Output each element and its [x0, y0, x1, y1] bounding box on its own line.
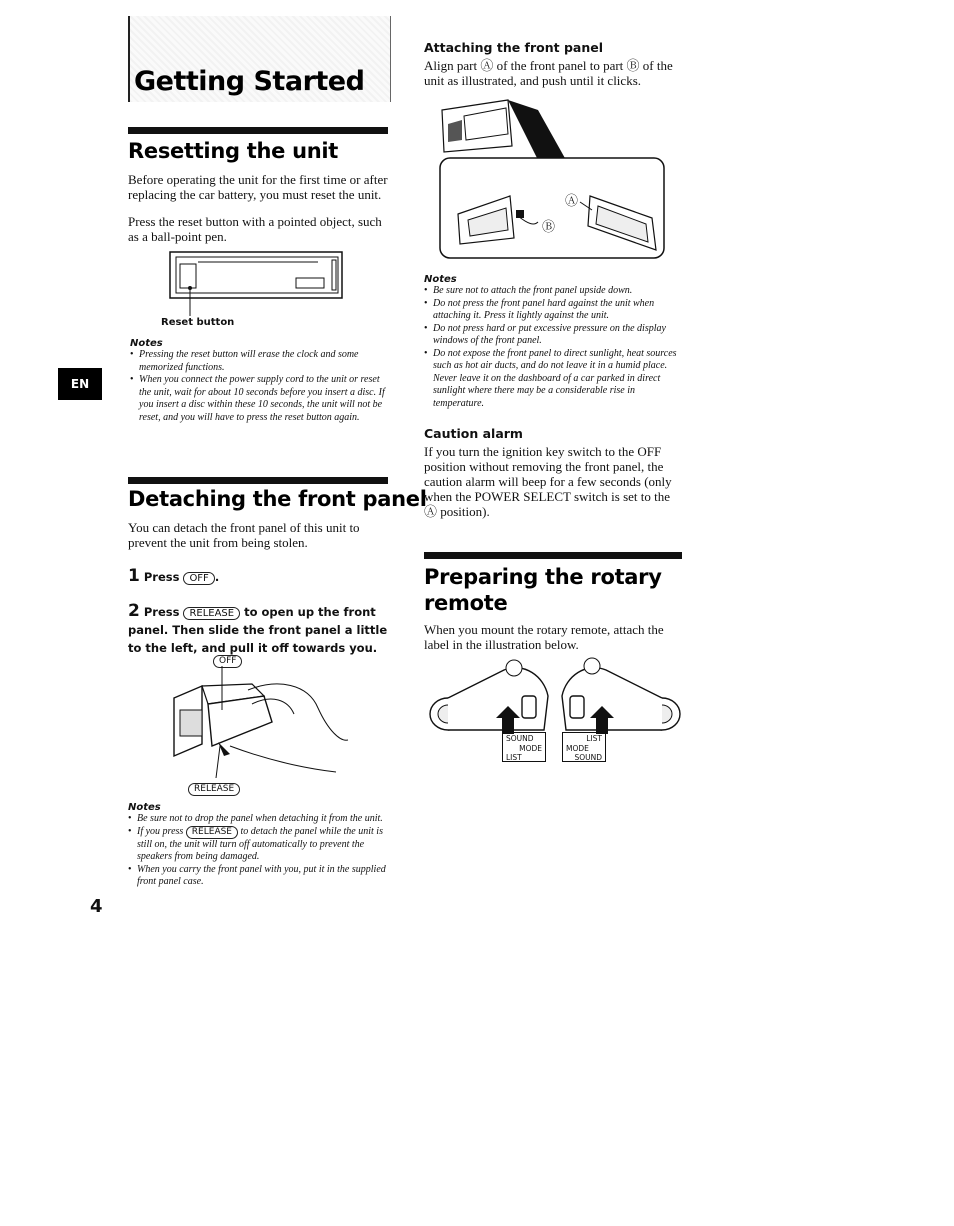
detach-notes [128, 802, 390, 889]
detach-illustration [168, 660, 354, 780]
release-key: RELEASE [183, 607, 240, 620]
note-item: • If you press RELEASE to detach the panel while the unit is still on, the unit will turn off automatically to prevent the speakers from being damaged. [128, 826, 390, 864]
fig-off-label: OFF [213, 650, 242, 668]
note-item: • Pressing the reset button will erase the clock and some memorized functions. [130, 349, 392, 374]
part-b-label: Ⓑ [542, 219, 556, 234]
section-rule [424, 552, 682, 559]
note-item: • Be sure not to drop the panel when detaching it from the unit. [128, 813, 390, 826]
note-item: • Do not press hard or put excessive pressure on the display windows of the front panel. [424, 323, 684, 348]
section-header [128, 16, 391, 102]
detach-intro: You can detach the front panel of this unit to prevent the unit from being stolen. [128, 520, 360, 550]
page-number: 4 [90, 896, 103, 917]
fig-release-label: RELEASE [188, 778, 240, 796]
caution-title: Caution alarm [424, 426, 523, 441]
note-item: • Do not expose the front panel to direct sunlight, heat sources such as hot air ducts, and do not leave it in a humid place. Never leave it on the dashboard of a car parked in direct sunlight where there may be a considerable rise in temperature. [424, 348, 684, 411]
attach-title: Attaching the front panel [424, 40, 604, 55]
caution-text: If you turn the ignition key switch to the OFF position without removing the front panel, the caution alarm will beep for a few seconds (only when the POWER SELECT switch is set to the Ⓐ position). [424, 444, 672, 519]
note-item: • Do not press the front panel hard against the unit when attaching it. Press it lightly against the unit. [424, 298, 684, 323]
rotary-title: Preparing the rotary remote [424, 565, 662, 615]
detach-step-1: 1 Press OFF . [128, 566, 220, 586]
label-sticker-right: LIST MODE SOUND [562, 732, 606, 762]
attach-notes [424, 274, 684, 410]
detach-step-2 [128, 601, 390, 657]
part-a-label: Ⓐ [565, 193, 579, 208]
release-key: RELEASE [186, 826, 238, 839]
language-tab: EN [58, 368, 102, 400]
notes-heading: Notes [130, 338, 163, 349]
off-key: OFF [183, 572, 214, 585]
rotary-illustration [424, 656, 686, 736]
section-rule [128, 477, 388, 484]
section-title: Getting Started [134, 66, 365, 97]
label-sticker-left: SOUND MODE LIST [502, 732, 546, 762]
note-item: • When you connect the power supply cord to the unit or reset the unit, wait for about 10 seconds before you insert a disc. If you insert a disc within these 10 seconds, the unit will not be reset, and you will have to press the reset button again. [130, 374, 392, 424]
attach-text: Align part Ⓐ of the front panel to part Ⓑ of the unit as illustrated, and push until it clicks. [424, 58, 673, 88]
note-item: • When you carry the front panel with you, put it in the supplied front panel case. [128, 864, 390, 889]
notes-heading: Notes [128, 802, 161, 813]
step-number: 2 [128, 601, 140, 621]
reset-para1: Before operating the unit for the first time or after replacing the car battery, you must reset the unit. [128, 172, 388, 202]
step-text: Press [143, 605, 180, 619]
note-item: • Be sure not to attach the front panel upside down. [424, 285, 684, 298]
detach-title: Detaching the front panel [128, 487, 427, 511]
reset-title: Resetting the unit [128, 139, 339, 163]
reset-illustration [168, 250, 344, 318]
reset-button-caption: Reset button [161, 317, 235, 328]
reset-notes [130, 338, 392, 424]
section-rule [128, 127, 388, 134]
step-text: to open up the front panel. Then slide the front panel a little to the left, and pull it off towards you. [128, 605, 388, 655]
step-number: 1 [128, 566, 140, 586]
reset-para2: Press the reset button with a pointed object, such as a ball-point pen. [128, 214, 382, 244]
notes-heading: Notes [424, 274, 457, 285]
step-text: Press [143, 570, 180, 584]
rotary-text: When you mount the rotary remote, attach the label in the illustration below. [424, 622, 664, 652]
